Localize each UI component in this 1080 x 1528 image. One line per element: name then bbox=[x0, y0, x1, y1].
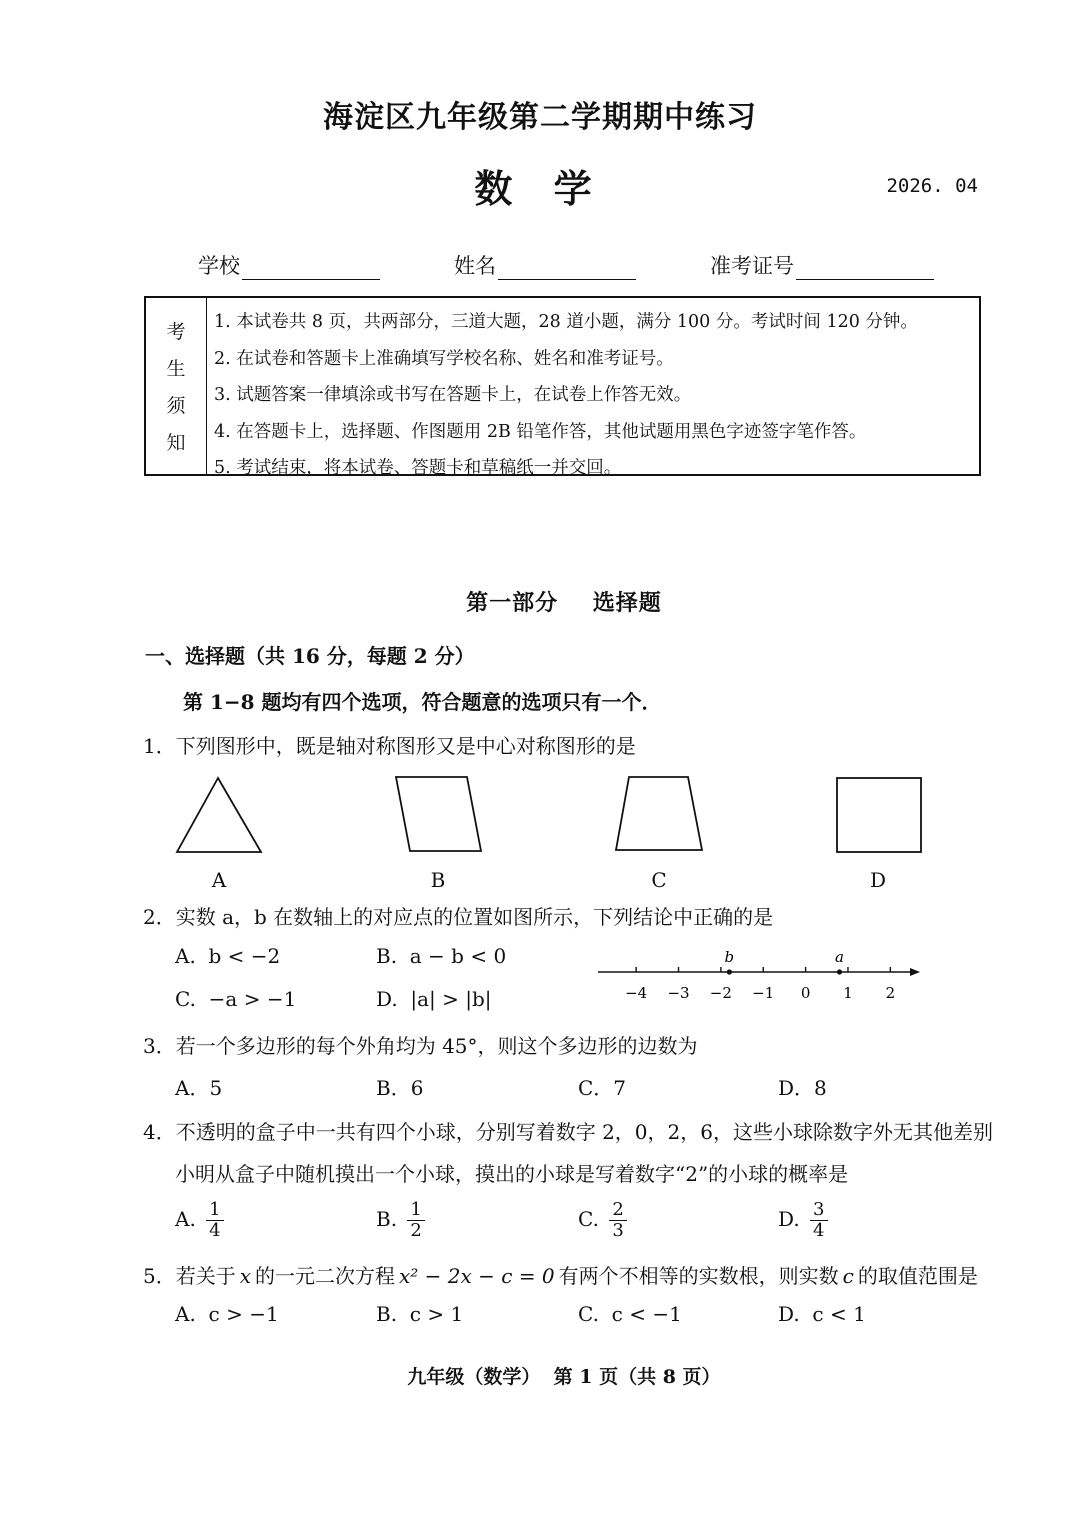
exam-id-label: 准考证号 bbox=[710, 254, 794, 278]
q2-stem: 2．实数 a，b 在数轴上的对应点的位置如图所示，下列结论中正确的是 bbox=[143, 905, 774, 929]
q5-option-b: B. c > 1 bbox=[376, 1302, 464, 1326]
page-footer: 九年级（数学） 第 1 页（共 8 页） bbox=[407, 1366, 721, 1388]
denominator: 4 bbox=[813, 1220, 825, 1241]
q3-stem: 3．若一个多边形的每个外角均为 45°，则这个多边形的边数为 bbox=[143, 1034, 698, 1058]
number-line-tick-label: −1 bbox=[752, 984, 775, 1002]
exam-id-field bbox=[710, 250, 934, 280]
q5-stem bbox=[143, 1260, 978, 1289]
notice-item: 3. 试题答案一律填涂或书写在答题卡上，在试卷上作答无效。 bbox=[214, 385, 692, 405]
q2-option-a: A. b < −2 bbox=[175, 944, 281, 968]
denominator: 2 bbox=[410, 1220, 422, 1241]
school-field bbox=[198, 250, 380, 280]
shape-label-b: B bbox=[430, 868, 446, 892]
shape-label-c: C bbox=[651, 868, 667, 892]
square-shape bbox=[837, 778, 921, 852]
q2-option-b: B. a − b < 0 bbox=[376, 944, 507, 968]
notice-item: 2. 在试卷和答题卡上准确填写学校名称、姓名和准考证号。 bbox=[214, 348, 674, 369]
exam-title: 海淀区九年级第二学期期中练习 bbox=[323, 100, 757, 135]
notice-heading-char: 生 bbox=[166, 358, 186, 380]
denominator: 3 bbox=[612, 1220, 624, 1241]
part-title: 第一部分 选择题 bbox=[466, 590, 662, 616]
notice-item: 5. 考试结束，将本试卷、答题卡和草稿纸一并交回。 bbox=[214, 458, 622, 478]
notice-item: 4. 在答题卡上，选择题、作图题用 2B 铅笔作答，其他试题用黑色字迹签字笔作答。 bbox=[214, 421, 867, 442]
q3-option-b: B．6 bbox=[376, 1076, 424, 1100]
name-blank bbox=[498, 255, 636, 280]
notice-heading-char: 考 bbox=[166, 321, 186, 343]
q4-option-label: C. bbox=[578, 1207, 599, 1231]
q4-stem-line1: 4．不透明的盒子中一共有四个小球，分别写着数字 2，0，2，6，这些小球除数字外无其他差别 bbox=[143, 1120, 993, 1144]
number-line-arrow bbox=[910, 968, 920, 976]
subject-title: 数 学 bbox=[474, 166, 606, 211]
denominator: 4 bbox=[209, 1220, 221, 1241]
q4-stem-line2: 小明从盒子中随机摸出一个小球，摸出的小球是写着数字“2”的小球的概率是 bbox=[175, 1162, 849, 1186]
fraction bbox=[810, 1200, 827, 1241]
q5-stem-part: 的取值范围是 bbox=[857, 1264, 978, 1288]
candidate-notice-box bbox=[144, 296, 981, 476]
school-label: 学校 bbox=[198, 254, 240, 278]
q5-stem-part: 5．若关于 bbox=[143, 1264, 236, 1288]
exam-date: 2026. 04 bbox=[886, 175, 978, 197]
school-blank bbox=[242, 255, 380, 280]
notice-item: 1. 本试卷共 8 页，共两部分，三道大题，28 道小题，满分 100 分。考试时间 120 分钟。 bbox=[214, 312, 918, 332]
number-line-point-label: a bbox=[835, 948, 844, 966]
number-line-tick-label: −2 bbox=[709, 984, 732, 1002]
fraction bbox=[206, 1200, 223, 1241]
fraction bbox=[407, 1200, 424, 1241]
q4-option-label: A. bbox=[175, 1207, 196, 1231]
shape-label-a: A bbox=[211, 868, 227, 892]
q4-option-c bbox=[578, 1200, 627, 1241]
numerator: 1 bbox=[206, 1200, 223, 1221]
name-field bbox=[454, 250, 636, 280]
section-title: 一、选择题（共 16 分，每题 2 分） bbox=[145, 644, 475, 668]
q5-variable-c: c bbox=[842, 1264, 854, 1288]
numerator: 2 bbox=[609, 1200, 626, 1221]
number-line bbox=[590, 940, 930, 1010]
q4-option-label: D. bbox=[778, 1207, 800, 1231]
q4-option-d bbox=[778, 1200, 828, 1241]
q3-option-d: D．8 bbox=[778, 1076, 827, 1100]
q4-option-label: B. bbox=[376, 1207, 398, 1231]
q1-stem: 1．下列图形中，既是轴对称图形又是中心对称图形的是 bbox=[143, 734, 636, 758]
number-line-tick-label: −4 bbox=[625, 984, 648, 1002]
q2-option-d: D. |a| > |b| bbox=[376, 987, 492, 1011]
numerator: 3 bbox=[810, 1200, 827, 1221]
shape-label-d: D bbox=[869, 868, 887, 892]
q5-stem-part: 的一元二次方程 bbox=[255, 1264, 396, 1288]
number-line-point bbox=[837, 969, 842, 974]
notice-heading-char: 知 bbox=[166, 432, 186, 454]
notice-heading-char: 须 bbox=[166, 395, 186, 417]
q5-option-d: D. c < 1 bbox=[778, 1302, 866, 1326]
q5-option-c: C. c < −1 bbox=[578, 1302, 682, 1326]
number-line-tick-label: 0 bbox=[800, 984, 811, 1002]
number-line-point-label: b bbox=[724, 948, 735, 966]
q5-option-a: A. c > −1 bbox=[175, 1302, 279, 1326]
notice-heading bbox=[146, 298, 207, 474]
parallelogram-shape bbox=[396, 777, 481, 851]
exam-id-blank bbox=[796, 255, 934, 280]
q4-option-a bbox=[175, 1200, 224, 1241]
triangle-shape bbox=[177, 778, 261, 852]
q3-option-a: A．5 bbox=[175, 1076, 223, 1100]
number-line-tick-label: 2 bbox=[885, 984, 896, 1002]
fraction bbox=[609, 1200, 626, 1241]
q5-variable-x: x bbox=[239, 1264, 252, 1288]
number-line-tick-label: 1 bbox=[843, 984, 853, 1002]
trapezoid-shape bbox=[616, 777, 702, 850]
q3-option-c: C．7 bbox=[578, 1076, 627, 1100]
q5-equation: x² − 2x − c = 0 bbox=[399, 1264, 555, 1288]
numerator: 1 bbox=[407, 1200, 424, 1221]
number-line-tick-label: −3 bbox=[667, 984, 690, 1002]
q4-option-b bbox=[376, 1200, 425, 1241]
number-line-point bbox=[727, 969, 732, 974]
notice-list bbox=[214, 304, 918, 487]
section-note: 第 1−8 题均有四个选项，符合题意的选项只有一个． bbox=[183, 690, 662, 714]
q5-stem-part: 有两个不相等的实数根，则实数 bbox=[558, 1264, 839, 1288]
q2-option-c: C. −a > −1 bbox=[175, 987, 297, 1011]
name-label: 姓名 bbox=[454, 254, 496, 278]
